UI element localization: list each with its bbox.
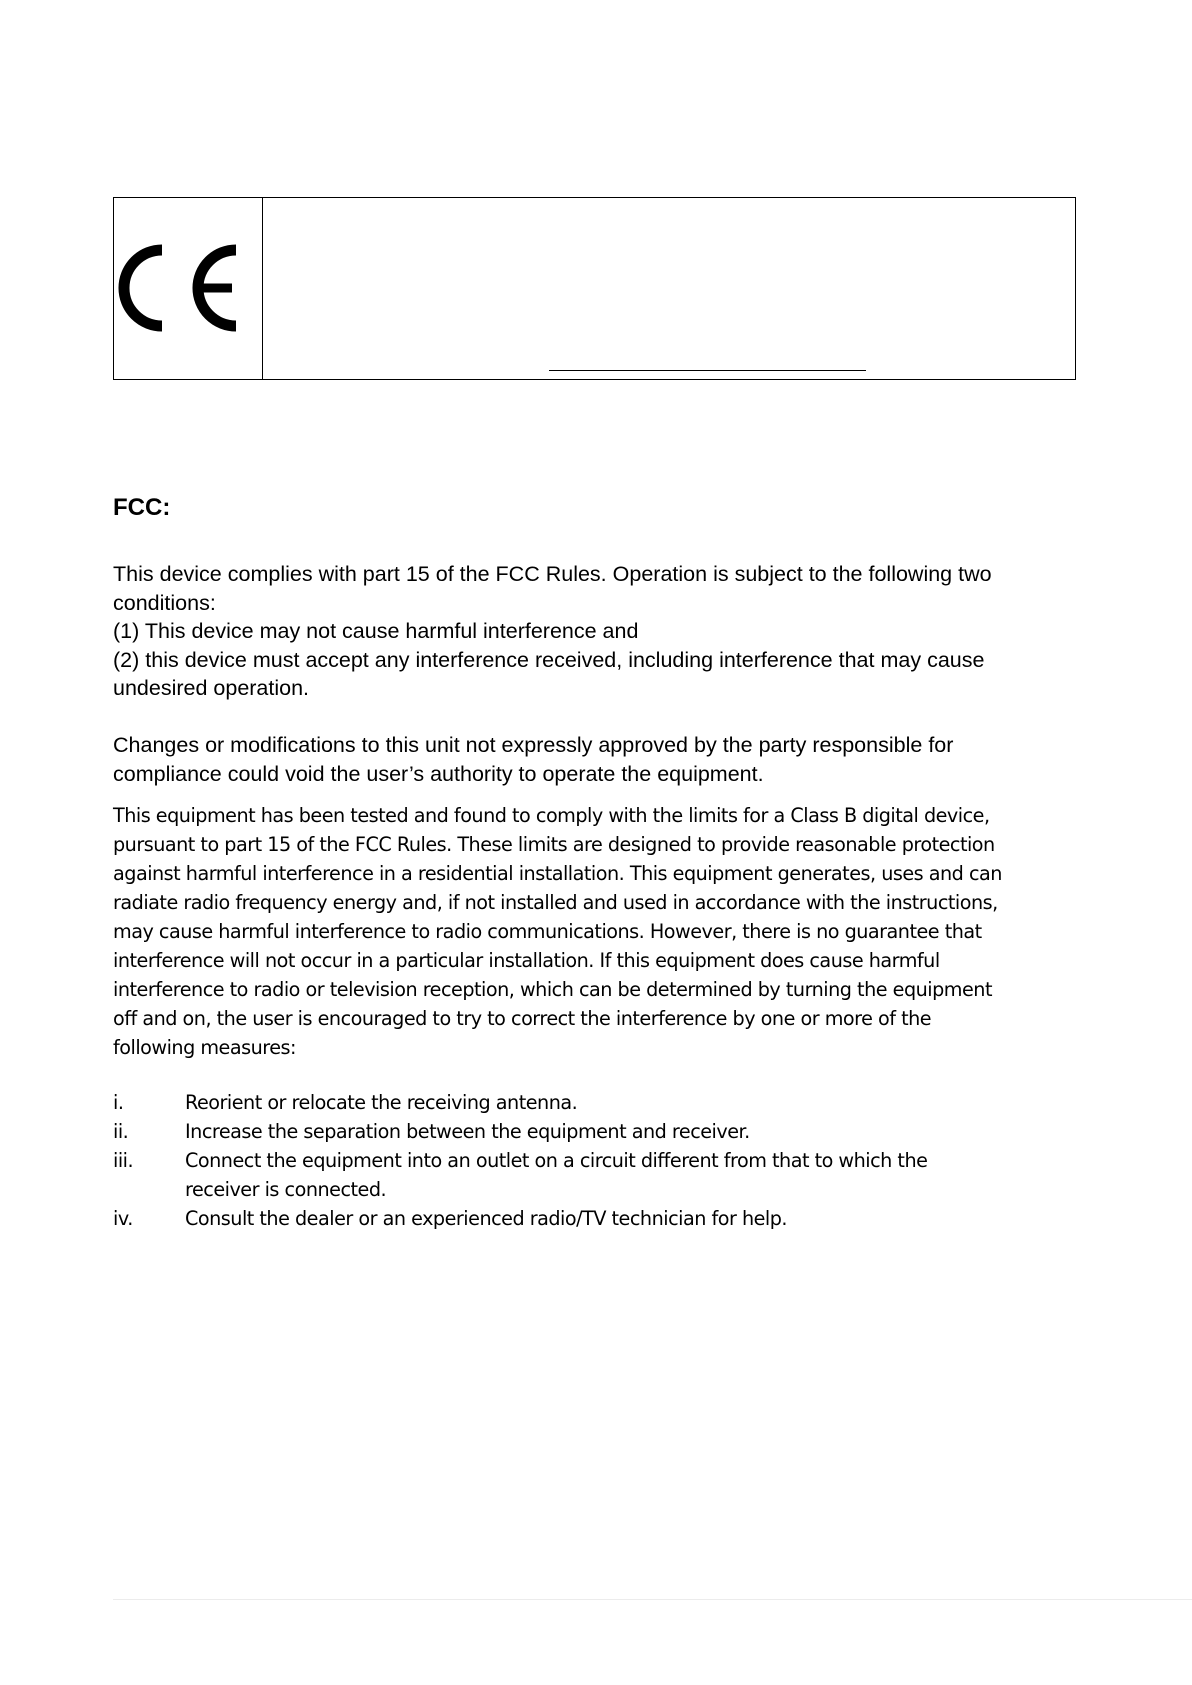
word: device: [184, 647, 247, 672]
fcc-compliance-line-2: conditions:: [113, 590, 216, 615]
word: Rules.: [545, 562, 607, 586]
fcc-class-b-line: This equipment has been tested and found to comply with the limits for a Class B digital device,: [113, 804, 990, 827]
fcc-compliance-paragraph: [113, 560, 1081, 703]
list-item-line: Consult the dealer or an experienced radio/TV technician for help.: [185, 1207, 788, 1230]
word: two: [958, 562, 992, 586]
fcc-changes-line-1: [113, 731, 1079, 760]
list-item-line: Increase the separation between the equipment and receiver.: [185, 1120, 750, 1143]
footer-divider: [113, 1599, 1192, 1600]
fcc-class-b-line: following measures:: [113, 1036, 297, 1059]
word: must: [252, 647, 300, 672]
fcc-heading: FCC:: [113, 494, 171, 521]
word: the: [832, 562, 863, 586]
word: responsible: [812, 733, 923, 757]
word: FCC: [495, 562, 540, 586]
word: for: [928, 733, 954, 757]
list-item-number: iii.: [113, 1149, 134, 1172]
list-item: [113, 1204, 1073, 1233]
list-item: [113, 1117, 1073, 1146]
word: accept: [305, 647, 369, 672]
word: that: [838, 647, 875, 672]
fcc-measures-list: [113, 1088, 1073, 1233]
word: is: [713, 562, 729, 586]
fcc-class-b-line: radiate radio frequency energy and, if not installed and used in accordance with the instructions,: [113, 891, 998, 914]
word: the: [459, 562, 490, 586]
word: following: [868, 562, 953, 586]
list-item: [113, 1146, 1073, 1204]
word: not: [465, 733, 496, 757]
fcc-compliance-line-5: undesired operation.: [113, 676, 310, 700]
word: subject: [734, 562, 803, 586]
fcc-compliance-line-3: (1) This device may not cause harmful interference and: [113, 619, 639, 643]
fcc-compliance-line-4: [113, 646, 1079, 675]
word: to: [808, 562, 827, 586]
word: to: [361, 733, 380, 757]
word: part: [362, 562, 400, 586]
word: approved: [598, 733, 688, 757]
ce-mark-cell: [114, 198, 263, 379]
word: the: [722, 733, 753, 757]
word: 15: [405, 562, 430, 586]
word: of: [435, 562, 454, 586]
list-item-text: [185, 1088, 1073, 1117]
word: may: [880, 647, 922, 672]
fcc-changes-line-2: compliance could void the user’s authority to operate the equipment.: [113, 761, 764, 786]
fcc-class-b-line: may cause harmful interference to radio communications. However, there is no guarantee that: [113, 920, 982, 943]
word: unit: [425, 733, 460, 757]
word: party: [758, 733, 807, 757]
list-item: [113, 1088, 1073, 1117]
word: Operation: [612, 562, 708, 586]
list-item-number: i.: [113, 1091, 124, 1114]
list-item-text: [185, 1204, 1073, 1233]
word: this: [145, 647, 179, 672]
fcc-class-b-paragraph: [113, 801, 1088, 1062]
list-item-line: receiver is connected.: [185, 1178, 387, 1201]
list-item-number: ii.: [113, 1120, 129, 1143]
fcc-changes-paragraph: [113, 731, 1081, 788]
word: This: [113, 562, 154, 586]
fcc-class-b-line: interference will not occur in a particular installation. If this equipment does cause harmful: [113, 949, 940, 972]
word: with: [318, 562, 357, 586]
word: including: [628, 647, 714, 672]
word: expressly: [501, 733, 593, 757]
word: cause: [927, 647, 985, 672]
word: Changes: [113, 733, 200, 757]
list-item-number: iv.: [113, 1207, 133, 1230]
fcc-class-b-line: interference to radio or television reception, which can be determined by turning the equipment: [113, 978, 992, 1001]
ce-declaration-box: [113, 197, 1076, 380]
word: complies: [227, 562, 313, 586]
word: by: [693, 733, 717, 757]
word: device: [159, 562, 222, 586]
word: received,: [534, 647, 623, 672]
fcc-compliance-line-1: [113, 560, 1079, 589]
word: modifications: [230, 733, 356, 757]
word: interference: [719, 647, 833, 672]
word: (2): [113, 647, 140, 672]
fcc-class-b-line: off and on, the user is encouraged to try to correct the interference by one or more of the: [113, 1007, 932, 1030]
list-item-line: Connect the equipment into an outlet on a circuit different from that to which the: [185, 1149, 928, 1172]
word: interference: [415, 647, 529, 672]
word: or: [205, 733, 225, 757]
word: any: [374, 647, 410, 672]
list-item-text: [185, 1146, 1073, 1204]
fcc-class-b-line: pursuant to part 15 of the FCC Rules. These limits are designed to provide reasonable protection: [113, 833, 995, 856]
list-item-text: [185, 1117, 1073, 1146]
ce-link-underline: [549, 370, 866, 371]
ce-declaration-text-cell: [263, 198, 1075, 379]
word: this: [385, 733, 420, 757]
fcc-class-b-line: against harmful interference in a residential installation. This equipment generates, uses and can: [113, 862, 1002, 885]
ce-mark-icon: [118, 242, 248, 334]
list-item-line: Reorient or relocate the receiving antenna.: [185, 1091, 578, 1114]
